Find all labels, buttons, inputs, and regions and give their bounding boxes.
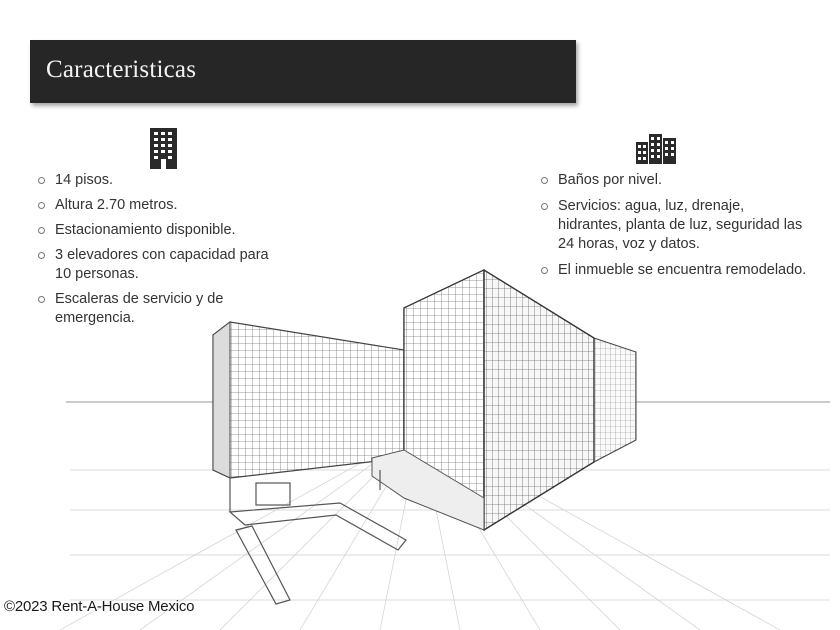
- office-building-icon: [150, 128, 177, 169]
- list-item: Estacionamiento disponible.: [37, 221, 269, 240]
- city-buildings-icon: [636, 132, 676, 164]
- list-item: Servicios: agua, luz, drenaje, hidrantes, planta de luz, seguridad las 24 horas, voz y datos.: [540, 197, 810, 254]
- watermark: ©2023 Rent-A-House Mexico: [4, 598, 195, 615]
- page-title: Caracteristicas: [46, 56, 197, 83]
- list-item: Altura 2.70 metros.: [37, 196, 269, 215]
- list-item: 3 elevadores con capacidad para 10 personas.: [37, 246, 269, 284]
- right-features-list: [540, 171, 810, 287]
- title-bar: [30, 40, 576, 103]
- list-item: 14 pisos.: [37, 171, 269, 190]
- list-item: Baños por nivel.: [540, 171, 810, 190]
- left-features-list: [37, 171, 269, 334]
- list-item: Escaleras de servicio y de emergencia.: [37, 290, 269, 328]
- list-item: El inmueble se encuentra remodelado.: [540, 261, 810, 280]
